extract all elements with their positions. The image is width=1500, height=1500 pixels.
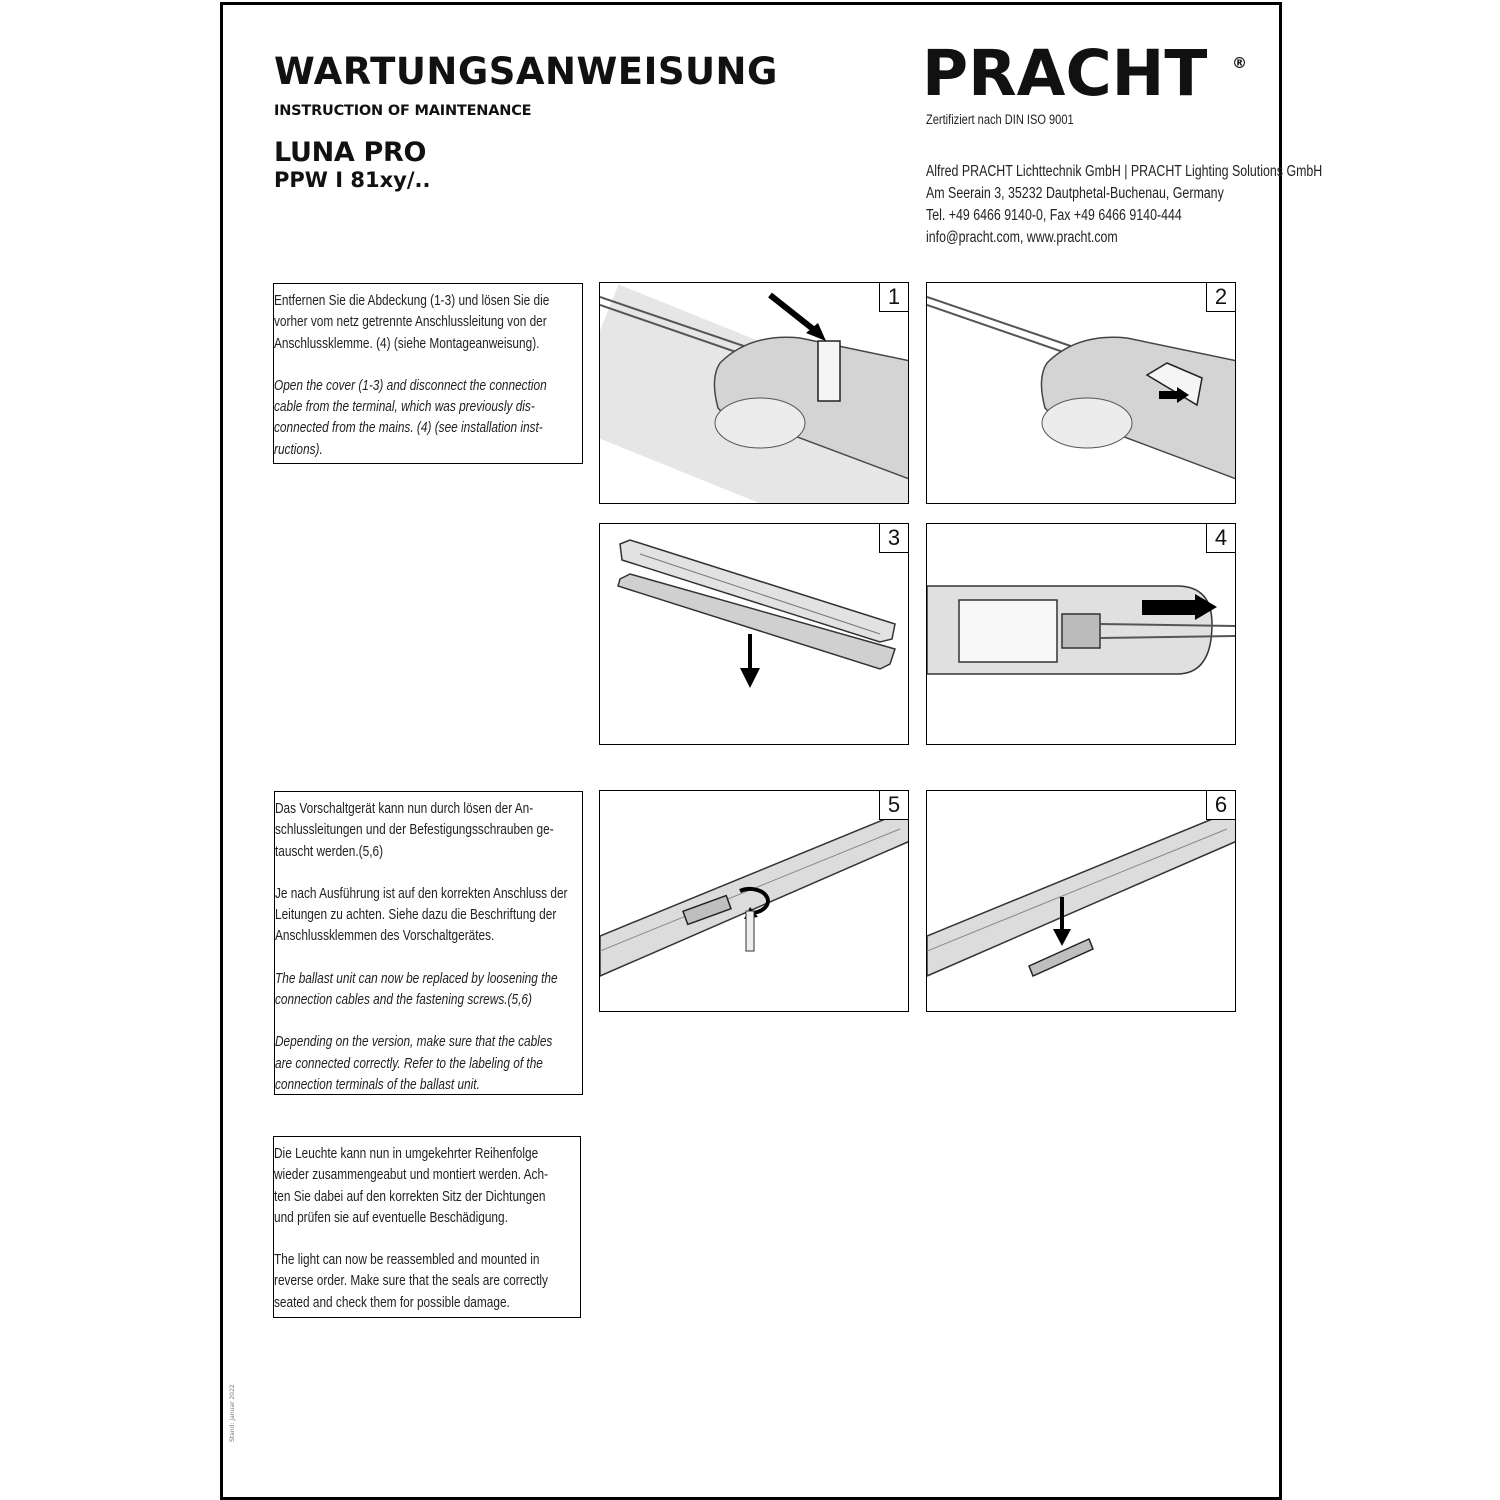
company-phone-line: Tel. +49 6466 9140-0, Fax +49 6466 9140-444 [926,207,1182,224]
figure-2-number: 2 [1206,283,1235,312]
figure-5-number: 5 [879,791,908,820]
figure-6-number: 6 [1206,791,1235,820]
instruction-box-1 [273,283,583,464]
company-logo: PRACHT [922,37,1208,110]
company-name-line: Alfred PRACHT Lichttechnik GmbH | PRACHT Lighting Solutions GmbH [926,163,1323,180]
figure-1-number: 1 [879,283,908,312]
instruction-box-3 [273,1136,581,1318]
document-title: WARTUNGSANWEISUNG [274,50,778,93]
instruction-2-en-1: The ballast unit can now be replaced by loosening the connection cables and the fastening screws.(5,6) [275,969,558,1009]
product-name: LUNA PRO [274,137,427,168]
figure-4-illustration [927,524,1236,745]
registered-mark: ® [1232,54,1247,72]
instruction-3-en: The light can now be reassembled and mounted in reverse order. Make sure that the seals are correctly seated and check them for possible damage. [274,1251,548,1311]
figure-6 [926,790,1236,1012]
figure-3-number: 3 [879,524,908,553]
figure-2-illustration [927,283,1236,504]
figure-4-number: 4 [1206,524,1235,553]
figure-2 [926,282,1236,504]
figure-5-illustration [600,791,909,1012]
instruction-box-2 [274,791,583,1095]
product-code: PPW I 81xy/.. [274,168,431,192]
instruction-1-en: Open the cover (1-3) and disconnect the connection cable from the terminal, which was previously dis- connected from the mains. (4) (see installation inst- ructions). [274,376,547,458]
figure-5 [599,790,909,1012]
instruction-2-en-2: Depending on the version, make sure that the cables are connected correctly. Refer to the labeling of the connection terminals of the ballast unit. [275,1033,553,1093]
instruction-3-de: Die Leuchte kann nun in umgekehrter Reihenfolge wieder zusammengeabut und montiert werden. Ach- ten Sie dabei auf den korrekten Sitz der Dichtungen und prüfen sie auf eventuelle Beschädigung. [274,1145,549,1226]
figure-1-illustration [600,283,909,504]
revision-date: Stand: Januar 2022 [229,1384,236,1442]
document-subtitle: INSTRUCTION OF MAINTENANCE [274,103,532,119]
instruction-2-de-2: Je nach Ausführung ist auf den korrekten Anschluss der Leitungen zu achten. Siehe dazu die Beschriftung der Anschlussklemmen des Vorschaltgerätes. [275,884,568,945]
instruction-2-de-1: Das Vorschaltgerät kann nun durch lösen der An- schlussleitungen und der Befestigungsschrauben ge- tauscht werden.(5,6) [275,800,554,860]
figure-1 [599,282,909,504]
figure-4 [926,523,1236,745]
company-web-line: info@pracht.com, www.pracht.com [926,229,1118,246]
instruction-1-de: Entfernen Sie die Abdeckung (1-3) und lösen Sie die vorher vom netz getrennte Anschlussleitung von der Anschlussklemme. (4) (siehe Montageanweisung). [274,292,550,352]
figure-6-illustration [927,791,1236,1012]
figure-3-illustration [600,524,909,745]
certification-note: Zertifiziert nach DIN ISO 9001 [926,112,1074,127]
company-address-line: Am Seerain 3, 35232 Dautphetal-Buchenau, Germany [926,185,1224,202]
figure-3 [599,523,909,745]
